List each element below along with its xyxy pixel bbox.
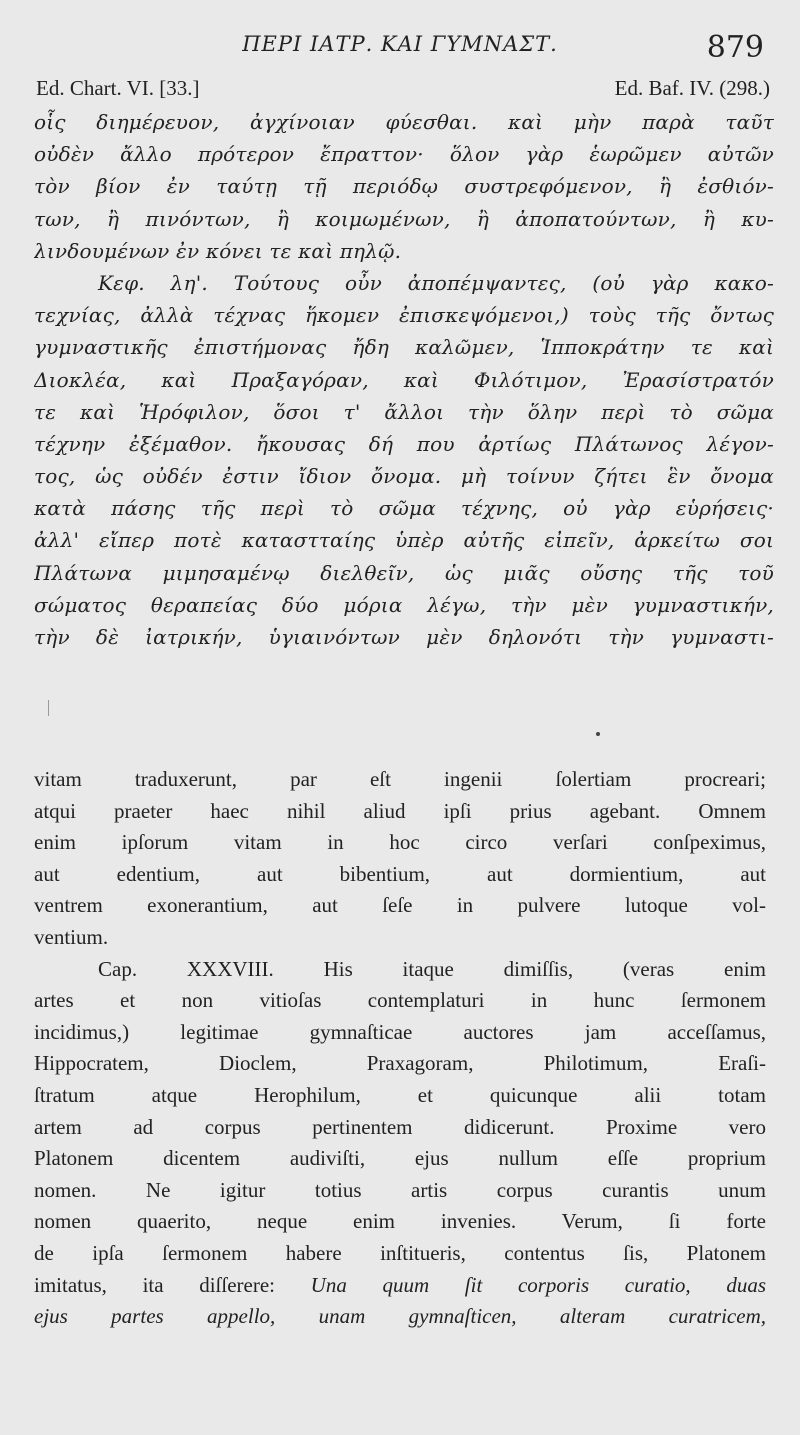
greek-line: τὴν δὲ ἰατρικήν, ὑγιαινόντων μὲν δηλονότι τὴν γυμναστι-	[34, 625, 774, 649]
greek-line: Διοκλέα, καὶ Πραξαγόραν, καὶ Φιλότιμον, Ἐρασίστρατόν	[34, 367, 774, 392]
latin-line: ventium.	[34, 924, 109, 949]
running-title: ΠΕΡΙ ΙΑΤΡ. ΚΑΙ ΓΥΜΝΑΣΤ.	[242, 32, 558, 56]
margin-mark	[48, 700, 49, 716]
greek-line: τε καὶ Ἡρόφιλον, ὅσοι τ' ἄλλοι τὴν ὅλην περὶ τὸ σῶμα	[34, 399, 774, 424]
latin-text-block	[34, 764, 766, 1333]
latin-line: ſtratum atque Herophilum, et quicunque alii totam	[34, 1082, 766, 1107]
latin-line: atqui praeter haec nihil aliud ipſi prius agebant. Omnem	[34, 798, 766, 823]
greek-line: οἷς διημέρευον, ἀγχίνοιαν φύεσθαι. καὶ μὴν παρὰ ταῦτ	[34, 110, 774, 134]
latin-line: Hippocratem, Dioclem, Praxagoram, Philotimum, Eraſi-	[34, 1051, 766, 1076]
edition-reference-left: Ed. Chart. VI. [33.]	[36, 76, 200, 100]
latin-line: nomen quaerito, neque enim invenies. Verum, ſi forte	[34, 1209, 766, 1234]
greek-line: τος, ὡς οὐδέν ἐστιν ἴδιον ὄνομα. μὴ τοίνυν ζήτει ἓν ὄνομα	[34, 464, 774, 489]
greek-line: των, ἢ πινόντων, ἢ κοιμωμένων, ἢ ἀποπατούντων, ἢ κυ-	[34, 206, 774, 231]
latin-line: vitam traduxerunt, par eſt ingenii ſolertiam procreari;	[34, 767, 766, 791]
greek-line: λινδουμένων ἐν κόνει τε καὶ πηλῷ.	[34, 238, 402, 263]
latin-line: artes et non vitioſas contemplaturi in hunc ſermonem	[34, 988, 766, 1013]
greek-line: οὐδὲν ἄλλο πρότερον ἔπραττον· ὅλον γὰρ ἑωρῶμεν αὐτῶν	[34, 142, 774, 167]
greek-line: κατὰ πάσης τῆς περὶ τὸ σῶμα τέχνης, οὐ γὰρ εὑρήσεις·	[34, 496, 774, 521]
greek-line: ἀλλ' εἴπερ ποτὲ καταστταίης ὑπὲρ αὐτῆς εἰπεῖν, ἀρκείτω σοι	[34, 528, 774, 553]
greek-line: γυμναστικῆς ἐπιστήμονας ἤδη καλῶμεν, Ἱπποκράτην τε καὶ	[34, 335, 774, 360]
greek-line: Πλάτωνα μιμησαμένῳ διελθεῖν, ὡς μιᾶς οὔσης τῆς τοῦ	[34, 560, 774, 585]
greek-chapter-heading-line: Κεφ. λη'. Τούτους οὖν ἀποπέμψαντες, (οὐ γὰρ κακο-	[98, 270, 774, 295]
latin-line: incidimus,) legitimae gymnaſticae auctores jam acceſſamus,	[34, 1019, 766, 1044]
greek-line: τεχνίας, ἀλλὰ τέχνας ἥκομεν ἐπισκεψόμενοι,) τοὺς τῆς ὄντως	[34, 303, 774, 328]
latin-line-with-italic	[34, 1270, 766, 1302]
greek-line: τὸν βίον ἐν ταύτῃ τῇ περιόδῳ συστρεφόμενον, ἢ ἐσθιόν-	[34, 174, 774, 199]
latin-line-text: imitatus, ita diſſerere:	[34, 1272, 275, 1297]
edition-reference-right: Ed. Baf. IV. (298.)	[614, 76, 770, 100]
latin-line: Platonem dicentem audiviſti, ejus nullum eſſe proprium	[34, 1146, 766, 1171]
greek-line: σώματος θεραπείας δύο μόρια λέγω, τὴν μὲν γυμναστικήν,	[34, 592, 774, 617]
latin-line: nomen. Ne igitur totius artis corpus curantis unum	[34, 1177, 766, 1202]
latin-line: enim ipſorum vitam in hoc circo verſari conſpeximus,	[34, 830, 766, 855]
separator-dot	[596, 732, 600, 736]
latin-line: artem ad corpus pertinentem didicerunt. Proxime vero	[34, 1114, 766, 1139]
greek-line: τέχνην ἐξέμαθον. ἤκουσας δή που ἀρτίως Πλάτωνος λέγον-	[34, 431, 774, 456]
greek-text-block	[34, 106, 774, 653]
latin-line: ventrem exonerantium, aut ſeſe in pulvere lutoque vol-	[34, 893, 766, 918]
page-number: 879	[706, 30, 764, 65]
latin-line: aut edentium, aut bibentium, aut dormientium, aut	[34, 861, 766, 886]
latin-italic-quotation: Una quum ſit corporis curatio, duas	[310, 1272, 766, 1297]
latin-chapter-heading-line: Cap. XXXVIII. His itaque dimiſſis, (veras enim	[98, 956, 766, 981]
latin-italic-line: ejus partes appello, unam gymnaſticen, alteram curatricem,	[34, 1304, 766, 1329]
latin-line: de ipſa ſermonem habere inſtitueris, contentus ſis, Platonem	[34, 1240, 766, 1265]
